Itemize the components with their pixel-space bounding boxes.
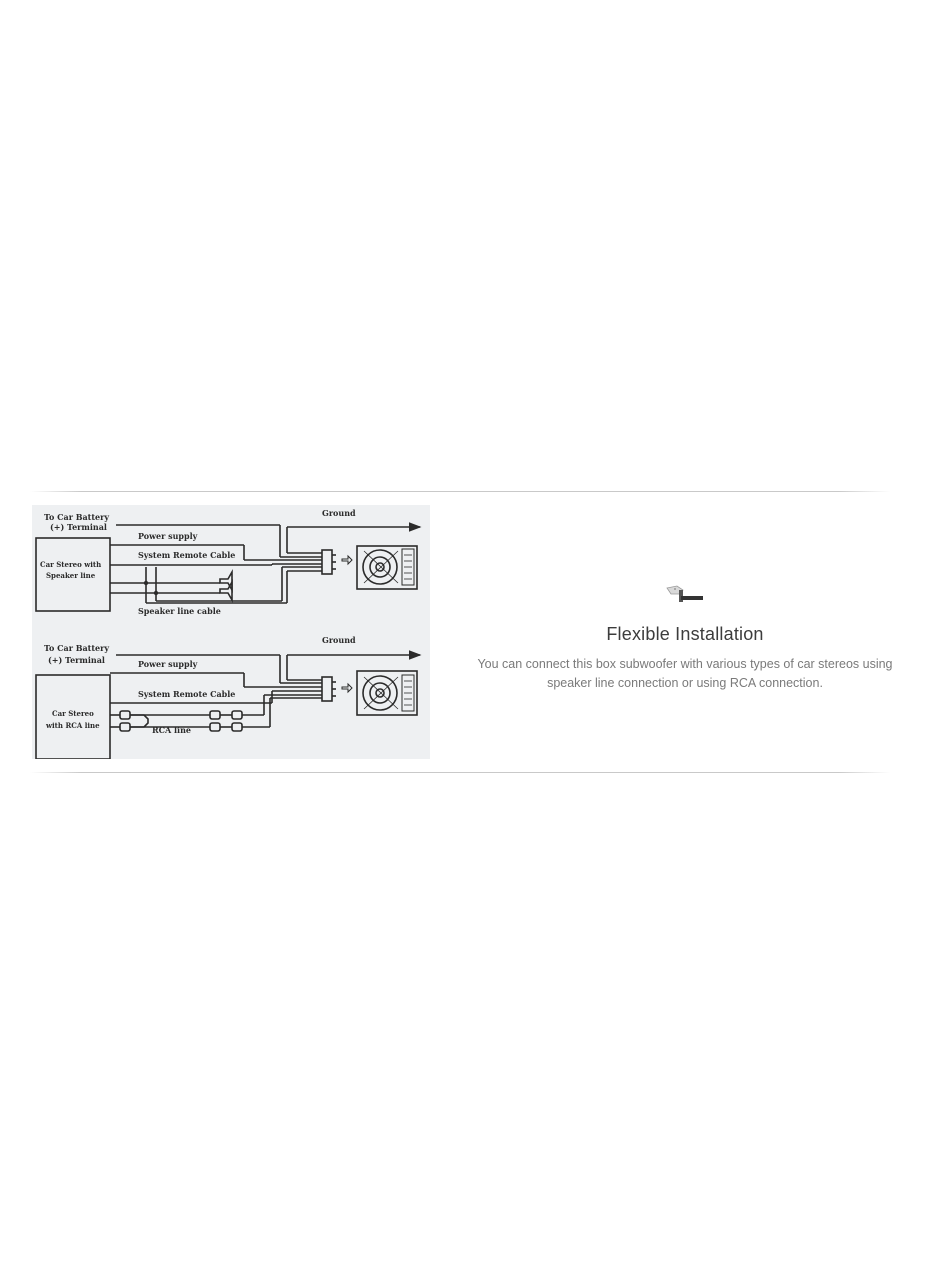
battery-label-bottom-1: To Car Battery <box>44 643 109 653</box>
wiring-diagram <box>32 505 430 759</box>
stereo-label-top-1: Car Stereo with <box>40 560 102 569</box>
ground-label-bottom: Ground <box>322 635 356 645</box>
remote-label-bottom: System Remote Cable <box>138 689 236 699</box>
wiring-diagram-svg <box>32 505 430 759</box>
bottom-divider <box>30 772 890 773</box>
feature-title: Flexible Installation <box>606 624 764 644</box>
top-divider <box>30 491 890 492</box>
remote-label-top: System Remote Cable <box>138 550 236 560</box>
stereo-label-top-2: Speaker line <box>46 571 96 580</box>
battery-label-top-1: To Car Battery <box>44 512 109 522</box>
speaker-cable-label: Speaker line cable <box>138 606 221 616</box>
feature-description: You can connect this box subwoofer with various types of car stereos using speaker line connection or using RCA connection. <box>477 657 893 690</box>
ground-label-top: Ground <box>322 508 356 518</box>
rca-line-label: RCA line <box>152 725 191 735</box>
cable-icon <box>663 582 707 606</box>
power-supply-label-top: Power supply <box>138 531 198 541</box>
battery-label-top-2: (+) Terminal <box>50 522 107 532</box>
battery-label-bottom-2: (+) Terminal <box>48 655 105 665</box>
stereo-label-bottom-2: with RCA line <box>46 721 100 730</box>
power-supply-label-bottom: Power supply <box>138 659 198 669</box>
stereo-label-bottom-1: Car Stereo <box>52 709 94 718</box>
feature-block <box>460 582 910 693</box>
